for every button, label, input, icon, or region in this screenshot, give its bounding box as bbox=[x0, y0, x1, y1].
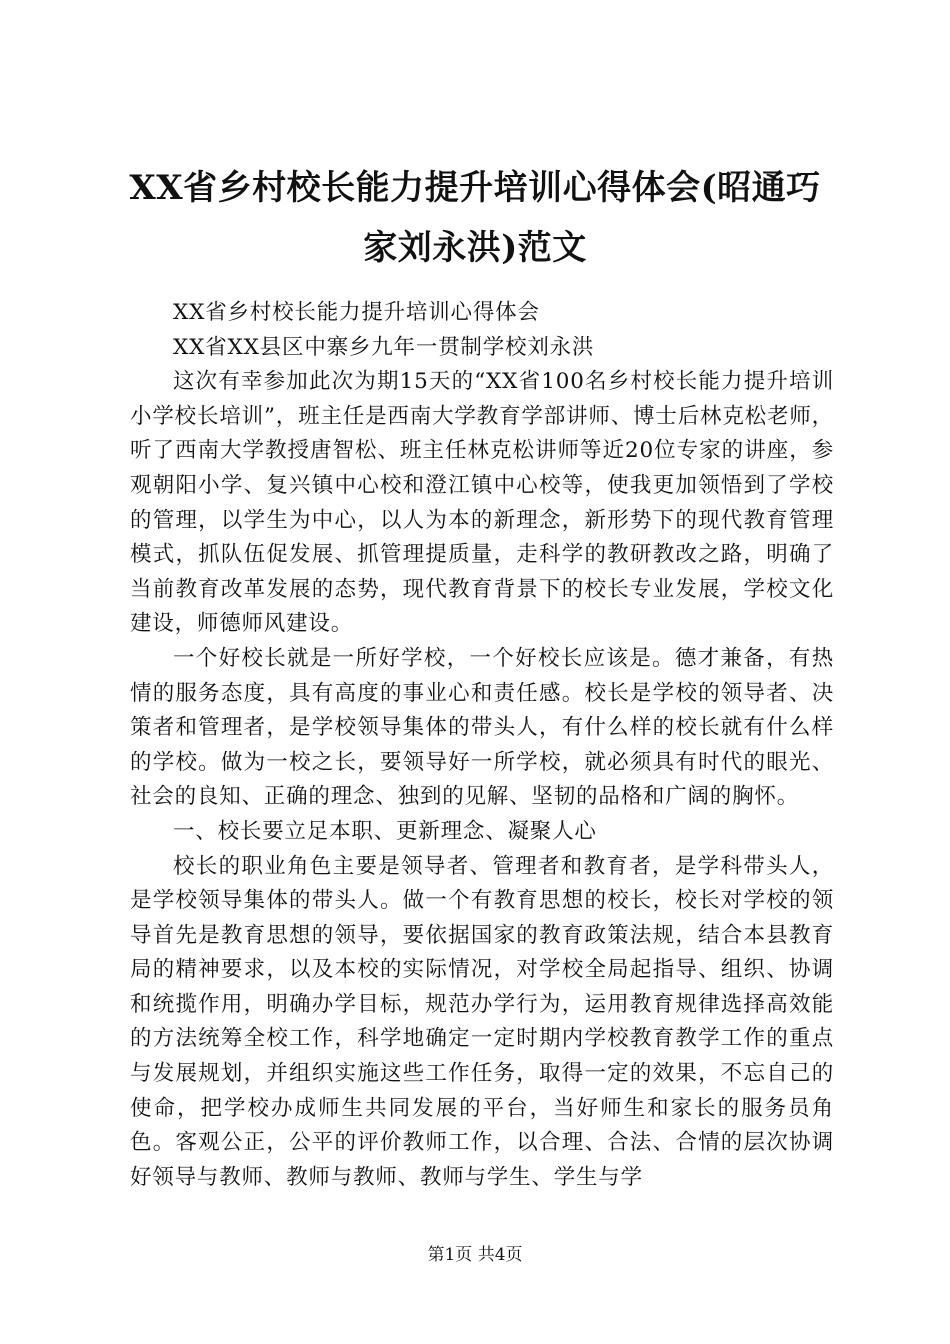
document-title: XX省乡村校长能力提升培训心得体会(昭通巧家刘永洪)范文 bbox=[129, 168, 821, 268]
body-paragraph: 校长的职业角色主要是领导者、管理者和教育者，是学科带头人，是学校领导集体的带头人。做一个有教育思想的校长，校长对学校的领导首先是教育思想的领导，要依据国家的教育政策法规，结合本县教育局的精神要求，以及本校的实际情况，对学校全局起指导、组织、协调和统揽作用，明确办学目标，规范办学行为，运用教育规律选择高效能的方法统筹全校工作，科学地确定一定时期内学校教育教学工作的重点与发展规划，并组织实施这些工作任务，取得一定的效果，不忘自己的使命，把学校办成师生共同发展的平台，当好师生和家长的服务员角色。客观公正，公平的评价教师工作，以合理、合法、合情的层次协调好领导与教师、教师与教师、教师与学生、学生与学 bbox=[130, 853, 834, 1190]
document-body bbox=[130, 296, 834, 1195]
author-paragraph: XX省XX县区中寨乡九年一贯制学校刘永洪 bbox=[173, 334, 595, 360]
body-paragraph: 一个好校长就是一所好学校，一个好校长应该是。德才兼备，有热情的服务态度，具有高度的事业心和责任感。校长是学校的领导者、决策者和管理者，是学校领导集体的带头人，有什么样的校长就有什么样的学校。做为一校之长，要领导好一所学校，就必须具有时代的眼光、社会的良知、正确的理念、独到的见解、坚韧的品格和广阔的胸怀。 bbox=[130, 645, 834, 810]
section-heading: 一、校长要立足本职、更新理念、凝聚人心 bbox=[173, 818, 597, 844]
page-number-footer: 第1页 共4页 bbox=[427, 1245, 523, 1265]
body-paragraph: 这次有幸参加此次为期15天的“XX省100名乡村校长能力提升培训小学校长培训”，班主任是西南大学教育学部讲师、博士后林克松老师，听了西南大学教授唐智松、班主任林克松讲师等近20位专家的讲座，参观朝阳小学、复兴镇中心校和澄江镇中心校等，使我更加领悟到了学校的管理，以学生为中心，以人为本的新理念，新形势下的现代教育管理模式，抓队伍促发展、抓管理提质量，走科学的教研教改之路，明确了当前教育改革发展的态势，现代教育背景下的校长专业发展，学校文化建设，师德师风建设。 bbox=[130, 369, 834, 637]
subtitle-paragraph: XX省乡村校长能力提升培训心得体会 bbox=[173, 300, 540, 325]
